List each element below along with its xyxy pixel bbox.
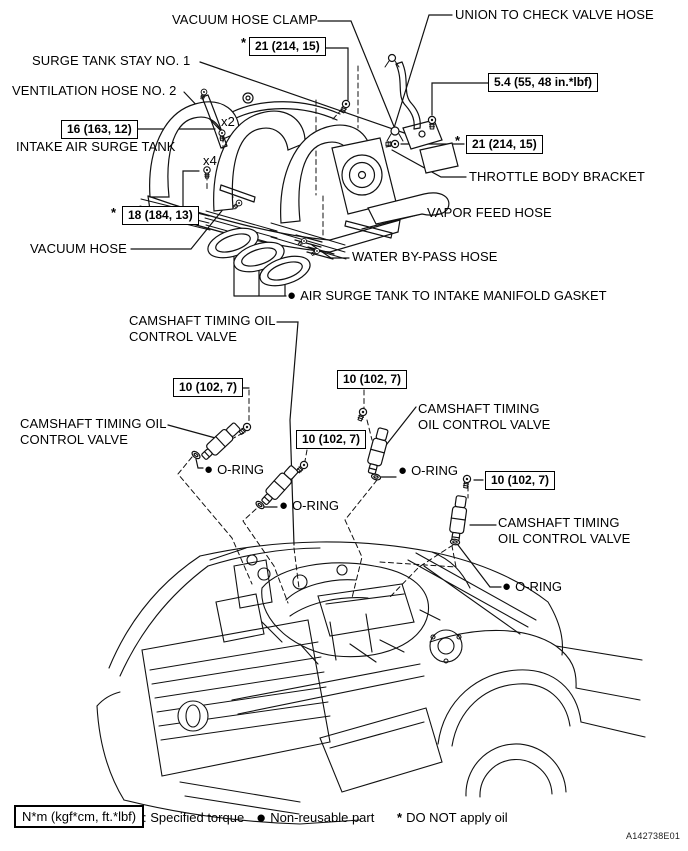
label-water-bypass-hose: WATER BY-PASS HOSE — [352, 249, 498, 264]
intake-surge-tank-sketch — [140, 55, 442, 260]
non-reusable-bullet-icon: ● — [279, 497, 289, 514]
torque-box-ocv-center: 10 (102, 7) — [296, 430, 366, 449]
o-ring-text: O-RING — [411, 463, 459, 478]
non-reusable-bullet-icon: ● — [502, 578, 512, 595]
camshaft-label-line1: CAMSHAFT TIMING — [418, 401, 540, 416]
legend-do-not-apply-text: DO NOT apply oil — [406, 810, 508, 825]
camshaft-label-line2: CONTROL VALVE — [20, 431, 128, 447]
torque-box-union: 5.4 (55, 48 in.*lbf) — [488, 73, 598, 92]
torque-box-ocv-mid: 10 (102, 7) — [337, 370, 407, 389]
non-reusable-bullet-icon: ● — [256, 808, 267, 827]
torque-box-ocv-right: 10 (102, 7) — [485, 471, 555, 490]
camshaft-label-line1: CAMSHAFT TIMING OIL — [129, 313, 276, 328]
do-not-oil-asterisk: * — [397, 810, 403, 825]
car-sketch — [97, 542, 645, 827]
label-camshaft-ocv-left — [20, 416, 167, 447]
marker-x2: x2 — [221, 114, 235, 129]
non-reusable-bullet-icon: ● — [287, 287, 297, 304]
label-camshaft-ocv-right-top — [418, 401, 550, 432]
do-not-oil-asterisk: * — [455, 133, 461, 148]
gasket-label-text: AIR SURGE TANK TO INTAKE MANIFOLD GASKET — [300, 288, 607, 303]
non-reusable-bullet-icon: ● — [204, 461, 214, 478]
label-ventilation-hose-no2: VENTILATION HOSE NO. 2 — [12, 83, 177, 98]
label-vapor-feed-hose: VAPOR FEED HOSE — [427, 205, 552, 220]
torque-box-throttle: 21 (214, 15) — [466, 135, 543, 154]
label-throttle-body-bracket: THROTTLE BODY BRACKET — [469, 169, 645, 184]
label-air-surge-tank-gasket — [287, 288, 607, 303]
figure-code: A142738E01 — [626, 831, 681, 841]
camshaft-label-line2: CONTROL VALVE — [129, 328, 237, 344]
torque-box-ocv-left: 10 (102, 7) — [173, 378, 243, 397]
o-ring-text: O-RING — [217, 462, 265, 477]
label-camshaft-ocv-right-bottom — [498, 515, 630, 546]
label-o-ring-2 — [279, 498, 339, 513]
camshaft-label-line2: OIL CONTROL VALVE — [498, 530, 631, 546]
label-o-ring-4 — [502, 579, 562, 594]
legend-torque-unit-box: N*m (kgf*cm, ft.*lbf) — [14, 805, 144, 828]
o-ring-text: O-RING — [515, 579, 563, 594]
label-union-to-check-valve-hose: UNION TO CHECK VALVE HOSE — [455, 7, 654, 22]
legend-non-reusable-text: Non-reusable part — [270, 810, 375, 825]
o-ring-text: O-RING — [292, 498, 340, 513]
legend-non-reusable — [256, 809, 374, 826]
legend-do-not-apply-oil — [397, 810, 508, 825]
label-vacuum-hose-clamp: VACUUM HOSE CLAMP — [172, 12, 318, 27]
label-surge-tank-stay-no1: SURGE TANK STAY NO. 1 — [32, 53, 191, 68]
legend-specified-torque: : Specified torque — [143, 810, 245, 825]
do-not-oil-asterisk: * — [241, 35, 247, 50]
do-not-oil-asterisk: * — [111, 205, 117, 220]
non-reusable-bullet-icon: ● — [398, 462, 408, 479]
label-o-ring-3 — [398, 463, 458, 478]
camshaft-label-line1: CAMSHAFT TIMING — [498, 515, 620, 530]
label-camshaft-ocv-center — [129, 313, 276, 344]
camshaft-label-line2: OIL CONTROL VALVE — [418, 416, 551, 432]
label-intake-air-surge-tank: INTAKE AIR SURGE TANK — [16, 139, 176, 154]
camshaft-label-line1: CAMSHAFT TIMING OIL — [20, 416, 167, 431]
label-o-ring-1 — [204, 462, 264, 477]
torque-box-surge-mount: 18 (184, 13) — [122, 206, 199, 225]
marker-x4: x4 — [203, 153, 217, 168]
label-vacuum-hose: VACUUM HOSE — [30, 241, 127, 256]
torque-box-surge-tank: 16 (163, 12) — [61, 120, 138, 139]
torque-box-vacuum-clamp: 21 (214, 15) — [249, 37, 326, 56]
